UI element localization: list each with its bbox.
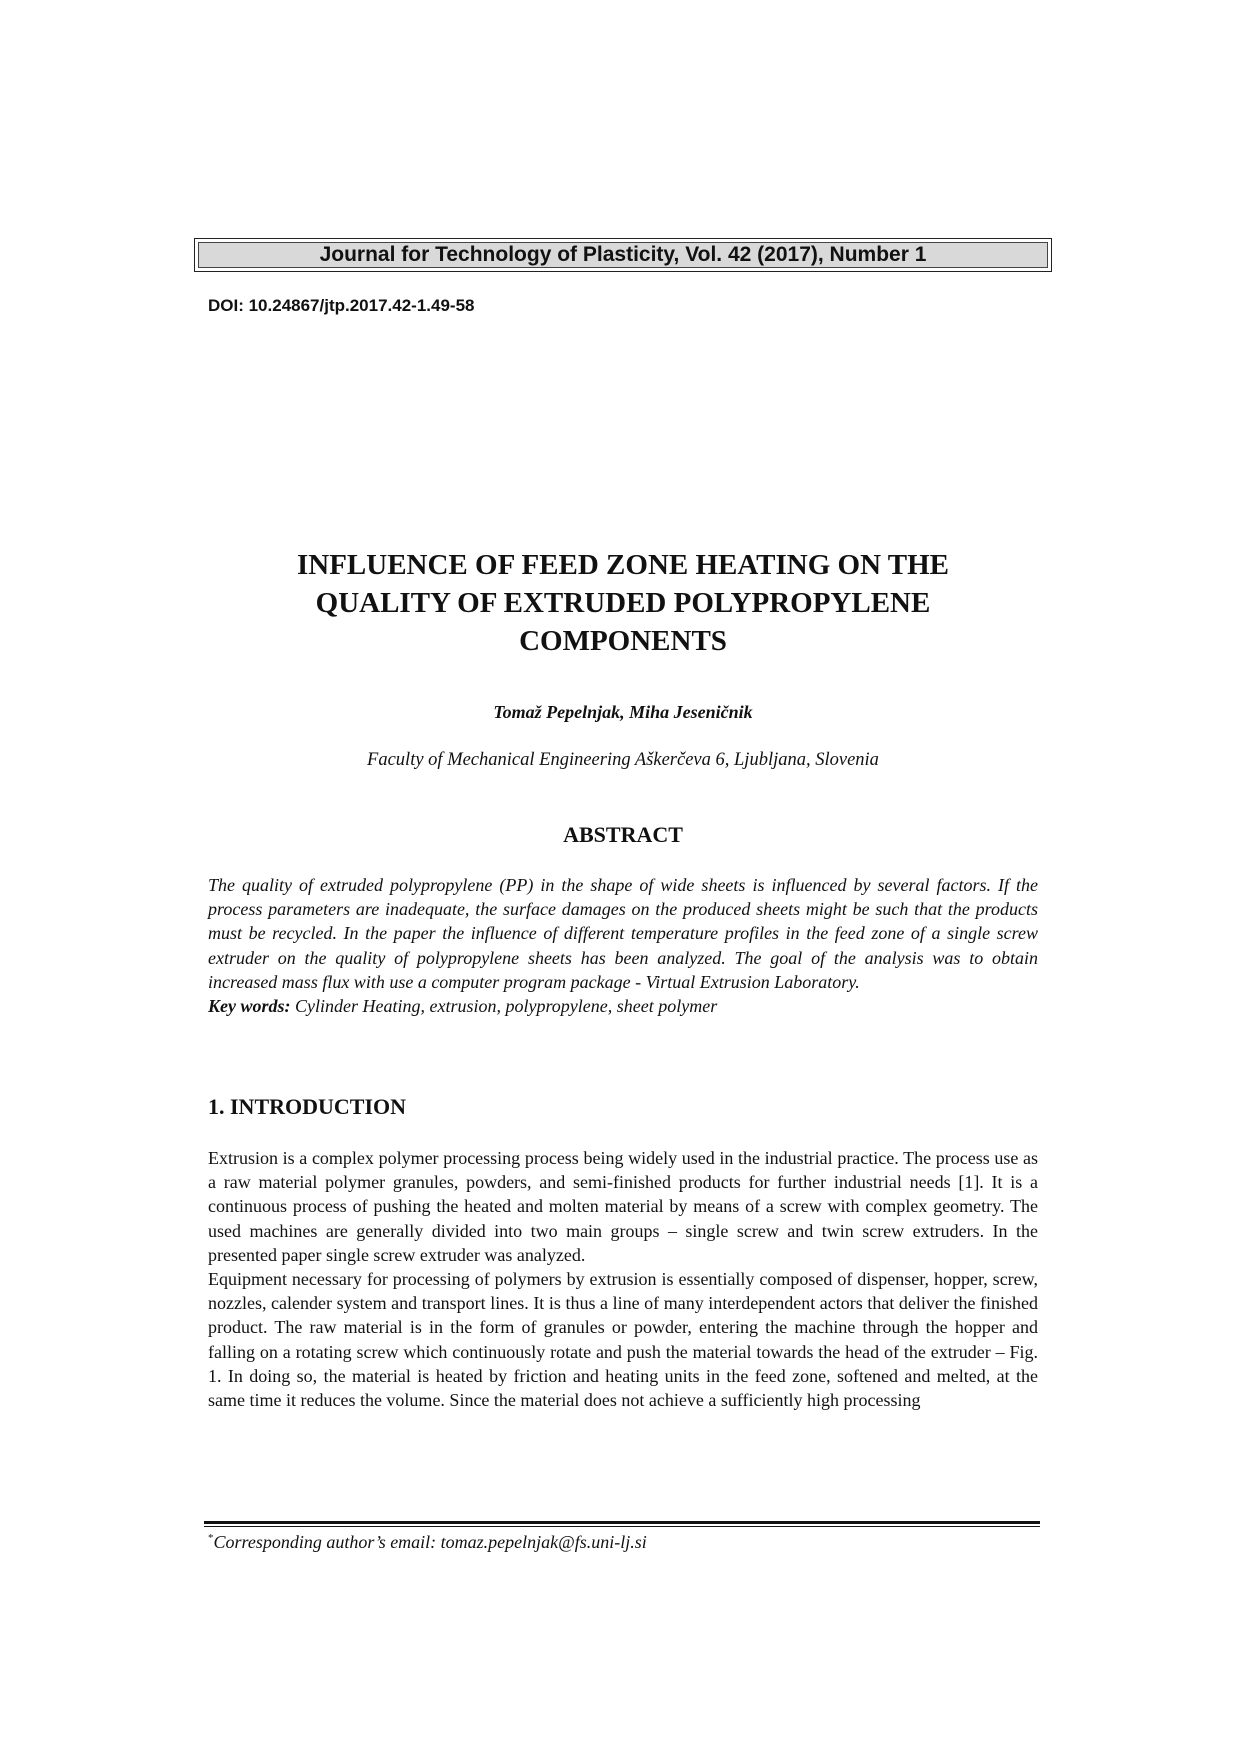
doi: DOI: 10.24867/jtp.2017.42-1.49-58 — [208, 296, 475, 315]
keywords-label: Key words: — [208, 996, 291, 1017]
abstract-body — [208, 873, 1038, 1018]
journal-header-box — [194, 238, 1052, 272]
introduction-paragraph: Extrusion is a complex polymer processing process being widely used in the industrial practice. The process use as a raw material polymer granules, powders, and semi-finished products for further industrial needs [1]. It is a continuous process of pushing the heated and molten material by means of a screw with complex geometry. The used machines are generally divided into two main groups – single screw and twin screw extruders. In the presented paper single screw extruder was analyzed. — [208, 1148, 1038, 1265]
title-line: COMPONENTS — [519, 625, 727, 657]
footnote-text: Corresponding author’s email: tomaz.pepelnjak@fs.uni-lj.si — [213, 1532, 647, 1552]
introduction-heading: 1. INTRODUCTION — [208, 1094, 407, 1119]
affiliation: Faculty of Mechanical Engineering Aškerčeva 6, Ljubljana, Slovenia — [367, 750, 879, 770]
abstract-heading: ABSTRACT — [563, 822, 683, 847]
title-line: QUALITY OF EXTRUDED POLYPROPYLENE — [315, 587, 931, 619]
authors: Tomaž Pepelnjak, Miha Jeseničnik — [493, 702, 753, 722]
title-line: INFLUENCE OF FEED ZONE HEATING ON THE — [296, 549, 950, 581]
paper-title — [208, 546, 1038, 660]
introduction-body — [208, 1146, 1038, 1412]
keywords-list: Cylinder Heating, extrusion, polypropylene, sheet polymer — [290, 996, 718, 1017]
abstract-text: The quality of extruded polypropylene (PP) in the shape of wide sheets is influenced by several factors. If the process parameters are inadequate, the surface damages on the produced sheets might be such that the products must be recycled. In the paper the influence of different temperature profiles in the feed zone of a single screw extruder on the quality of polypropylene sheets has been analyzed. The goal of the analysis was to obtain increased mass flux with use a computer program package - Virtual Extrusion Laboratory. — [208, 875, 1038, 992]
keywords — [208, 994, 1038, 1018]
footnote — [208, 1532, 647, 1553]
footnote-marker: * — [208, 1532, 214, 1544]
footnote-divider — [204, 1521, 1040, 1527]
introduction-paragraph: Equipment necessary for processing of polymers by extrusion is essentially composed of dispenser, hopper, screw, nozzles, calender system and transport lines. It is thus a line of many interdependent actors that deliver the finished product. The raw material is in the form of granules or powder, entering the machine through the hopper and falling on a rotating screw which continuously rotate and push the material towards the head of the extruder – Fig. 1. In doing so, the material is heated by friction and heating units in the feed zone, softened and melted, at the same time it reduces the volume. Since the material does not achieve a sufficiently high processing — [208, 1269, 1038, 1411]
journal-header: Journal for Technology of Plasticity, Vol. 42 (2017), Number 1 — [198, 242, 1048, 268]
